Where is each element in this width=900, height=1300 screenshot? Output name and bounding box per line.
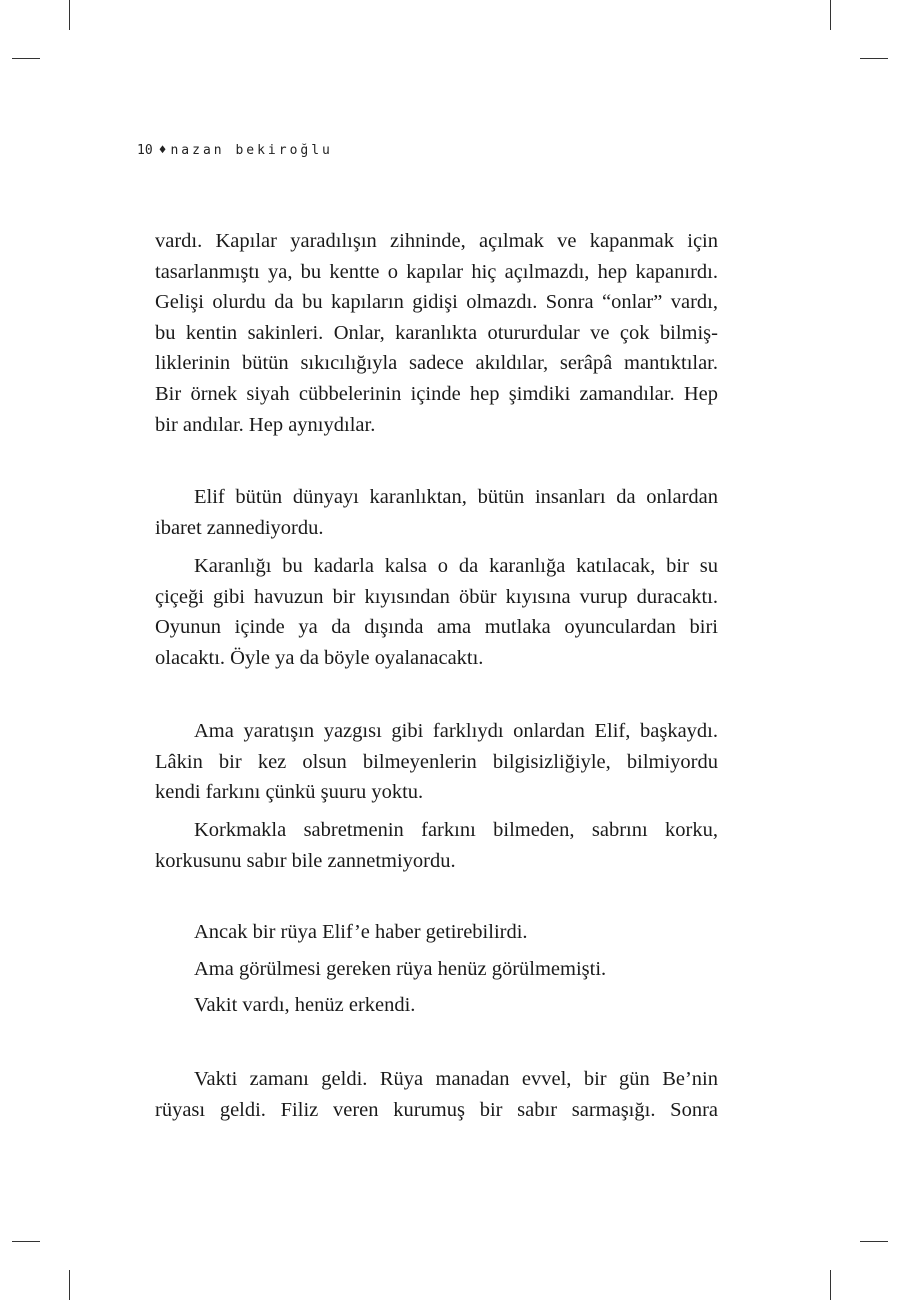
diamond-separator-icon: ♦: [158, 143, 167, 158]
text-line: Vakti zamanı geldi. Rüya manadan evvel, bir gün Be’nin: [194, 1068, 718, 1090]
text-line: tasarlanmıştı ya, bu kentte o kapılar hiç açılmazdı, hep kapanırdı.: [155, 260, 718, 283]
text-line: bu kentin sakinleri. Onlar, karanlıkta otururdular ve çok bilmiş-: [155, 321, 718, 344]
text-line: liklerinin bütün sıkıcılığıyla sadece akıldılar, serâpâ mantıktılar.: [155, 352, 718, 375]
paragraph-2: [155, 482, 718, 543]
text-line: korkusunu sabır bile zannetmiyordu.: [155, 849, 456, 872]
crop-mark-bottom-right: [830, 1270, 831, 1300]
text-line: çiçeği gibi havuzun bir kıyısından öbür kıyısına vurup duracaktı.: [155, 585, 718, 608]
crop-mark-left-bottom: [12, 1241, 40, 1242]
text-line: Ama görülmesi gereken rüya henüz görülmemişti.: [194, 958, 607, 980]
text-line: Oyunun içinde ya da dışında ama mutlaka oyunculardan biri: [155, 616, 718, 639]
running-head: [137, 143, 333, 158]
text-line: bir andılar. Hep aynıydılar.: [155, 413, 376, 436]
crop-mark-right-bottom: [860, 1241, 888, 1242]
text-line: Ama yaratışın yazgısı gibi farklıydı onlardan Elif, başkaydı.: [194, 720, 718, 742]
text-line: olacaktı. Öyle ya da böyle oyalanacaktı.: [155, 646, 484, 669]
paragraph-7: [155, 954, 718, 985]
paragraph-5: [155, 815, 718, 876]
text-line: Lâkin bir kez olsun bilmeyenlerin bilgisizliğiyle, bilmiyordu: [155, 750, 718, 773]
text-line: Korkmakla sabretmenin farkını bilmeden, sabrını korku,: [194, 819, 718, 841]
page-number: 10: [137, 143, 153, 158]
text-line: ibaret zannediyordu.: [155, 516, 324, 539]
crop-mark-top-right: [830, 0, 831, 30]
paragraph-1: [155, 226, 718, 440]
crop-mark-right-top: [860, 58, 888, 59]
text-line: Bir örnek siyah cübbelerinin içinde hep şimdiki zamandılar. Hep: [155, 382, 718, 405]
text-line: kendi farkını çünkü şuuru yoktu.: [155, 781, 424, 804]
crop-mark-bottom-left: [69, 1270, 70, 1300]
text-line: vardı. Kapılar yaradılışın zihninde, açılmak ve kapanmak için: [155, 230, 718, 252]
paragraph-4: [155, 716, 718, 808]
text-line: Elif bütün dünyayı karanlıktan, bütün insanları da onlardan: [194, 486, 718, 508]
paragraph-3: [155, 551, 718, 673]
text-line: Gelişi olurdu da bu kapıların gidişi olmazdı. Sonra “onlar” vardı,: [155, 291, 718, 314]
text-line: Karanlığı bu kadarla kalsa o da karanlığa katılacak, bir su: [194, 555, 718, 577]
author-name: nazan bekiroğlu: [170, 143, 333, 158]
paragraph-6: [155, 917, 718, 948]
text-line: rüyası geldi. Filiz veren kurumuş bir sabır sarmaşığı. Sonra: [155, 1098, 718, 1121]
paragraph-9: [155, 1064, 718, 1125]
text-line: Ancak bir rüya Elif’e haber getirebilirdi.: [194, 921, 528, 943]
paragraph-8: [155, 990, 718, 1021]
text-line: Vakit vardı, henüz erkendi.: [194, 994, 416, 1016]
crop-mark-left-top: [12, 58, 40, 59]
crop-mark-top-left: [69, 0, 70, 30]
